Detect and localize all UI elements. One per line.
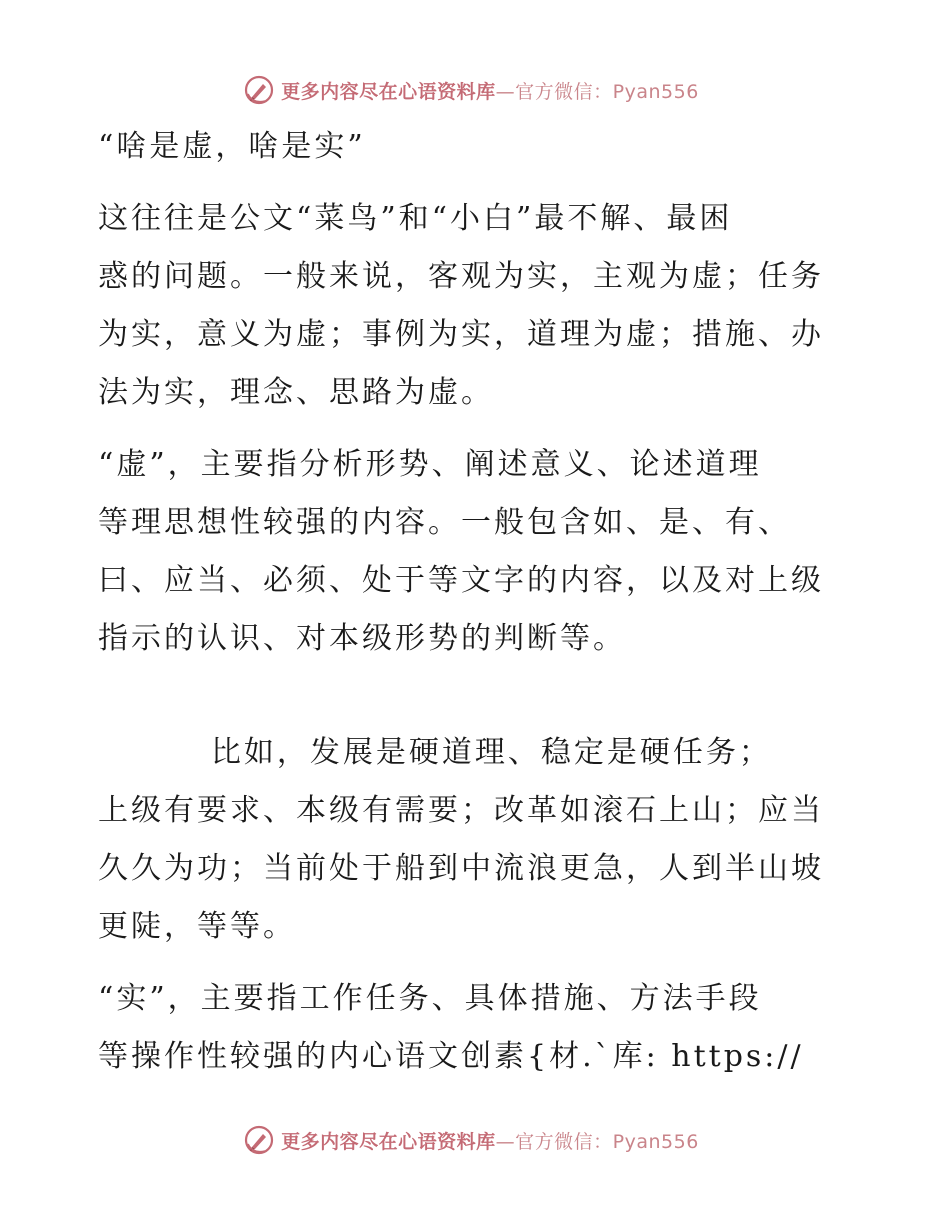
text-line: “虚”，主要指分析形势、阐述意义、论述道理 <box>98 447 762 482</box>
pen-logo-icon <box>243 74 275 106</box>
text-line: 惑的问题。一般来说，客观为实，主观为虚；任务 <box>98 259 824 294</box>
text-line: “实”，主要指工作任务、具体措施、方法手段 <box>98 981 762 1016</box>
watermark-contact: —官方微信：Pyan556 <box>495 1130 699 1153</box>
text-line: 上级有要求、本级有需要；改革如滚石上山；应当 <box>98 793 824 828</box>
watermark-contact: —官方微信：Pyan556 <box>495 80 699 103</box>
watermark-brand: 更多内容尽在心语资料库 <box>281 80 496 103</box>
text-line: 更陡，等等。 <box>98 909 296 944</box>
paragraph-heading: “啥是虚，啥是实” <box>98 129 366 164</box>
watermark-brand: 更多内容尽在心语资料库 <box>281 1130 496 1153</box>
header-watermark <box>0 70 950 110</box>
text-line: 为实，意义为虚；事例为实，道理为虚；措施、办 <box>98 317 824 352</box>
text-line: 久久为功；当前处于船到中流浪更急，人到半山坡 <box>98 851 824 886</box>
text-line: 等操作性较强的内心语文创素{材.`库: https:// <box>98 1039 804 1074</box>
text-line: 等理思想性较强的内容。一般包含如、是、有、 <box>98 505 791 540</box>
watermark-group <box>243 74 699 106</box>
footer-watermark <box>0 1120 950 1160</box>
text-line: 比如，发展是硬道理、稳定是硬任务； <box>98 735 772 770</box>
text-line: 法为实，理念、思路为虚。 <box>98 375 494 410</box>
text-line: 指示的认识、对本级形势的判断等。 <box>98 621 626 656</box>
text-line: 曰、应当、必须、处于等文字的内容，以及对上级 <box>98 563 824 598</box>
document-body <box>98 118 858 1086</box>
pen-logo-icon <box>243 1124 275 1156</box>
text-line: 这往往是公文“菜鸟”和“小白”最不解、最困 <box>98 201 733 236</box>
watermark-group <box>243 1124 699 1156</box>
